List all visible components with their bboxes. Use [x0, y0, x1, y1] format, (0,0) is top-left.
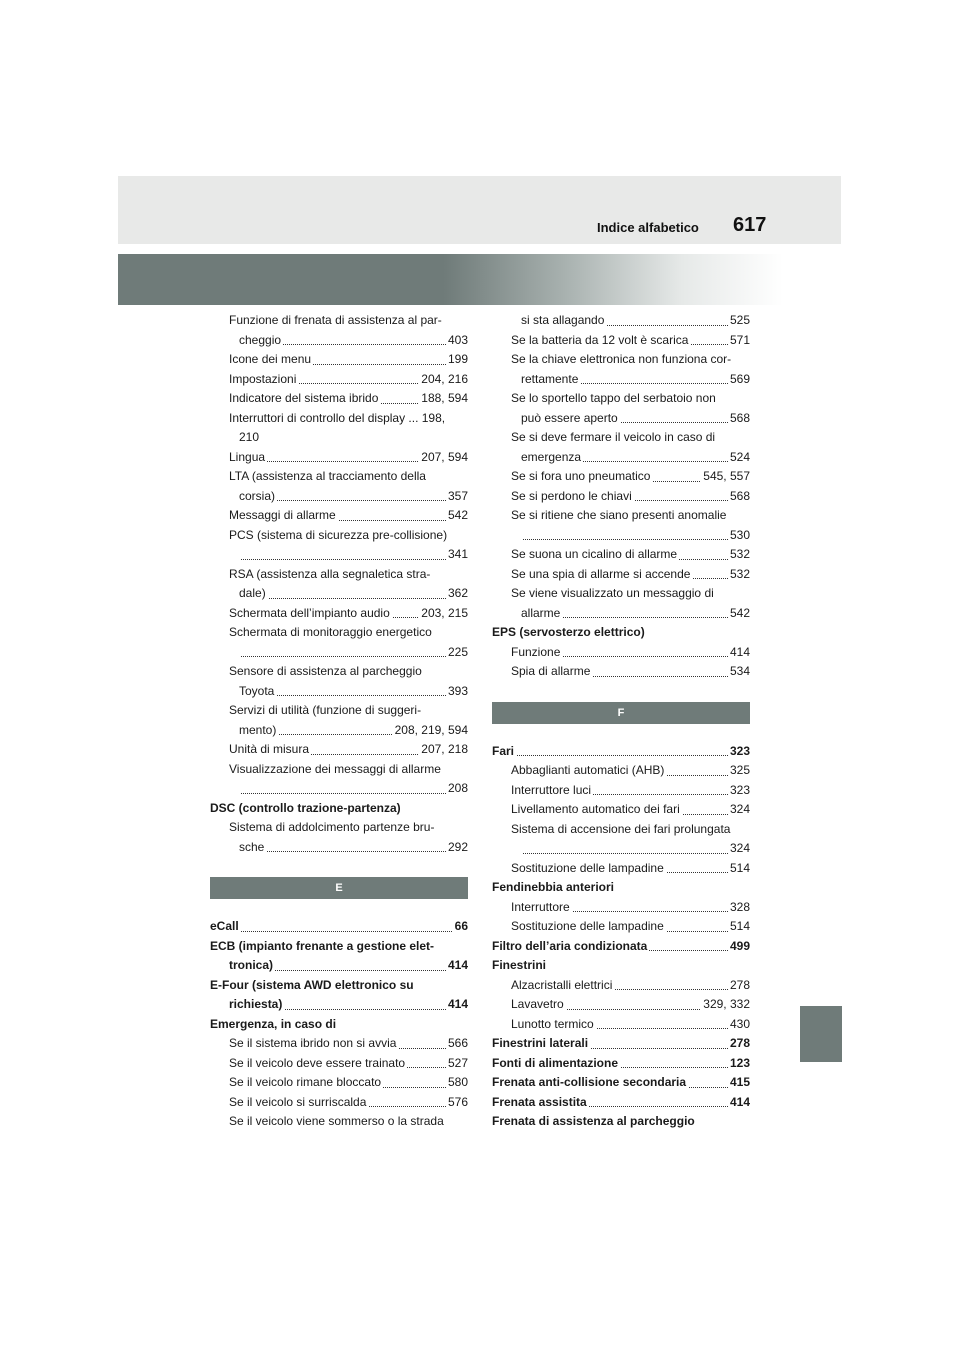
- index-term: cheggio: [239, 332, 282, 347]
- index-entry: [492, 643, 750, 663]
- index-term: Spia di allarme: [511, 664, 591, 678]
- index-entry: [210, 760, 468, 780]
- index-entry: [210, 799, 468, 819]
- index-term: Fonti di alimentazione: [492, 1055, 619, 1070]
- page-reference[interactable]: 325: [728, 761, 750, 781]
- index-entry: [210, 1015, 468, 1035]
- page-reference[interactable]: 532: [728, 545, 750, 565]
- page-reference[interactable]: 525: [728, 311, 750, 331]
- index-term: eCall: [210, 919, 239, 933]
- index-term: [239, 781, 241, 795]
- page-reference[interactable]: 545, 557: [701, 467, 750, 487]
- index-term: [239, 547, 241, 561]
- index-entry: [492, 389, 750, 409]
- index-entry: [492, 956, 750, 976]
- index-entry: [492, 937, 750, 957]
- page-reference[interactable]: 499: [728, 937, 750, 957]
- section-header: F: [492, 702, 750, 724]
- index-entry: [210, 937, 468, 957]
- index-term: Sostituzione delle lampadine: [511, 860, 664, 875]
- index-term: Se il veicolo rimane bloccato: [229, 1075, 382, 1089]
- index-entry: [492, 526, 750, 546]
- index-term: EPS (servosterzo elettrico): [492, 625, 645, 639]
- index-entry: [492, 545, 750, 565]
- index-term: Impostazioni: [229, 371, 297, 386]
- index-entry: [492, 662, 750, 682]
- index-entry: [210, 350, 468, 370]
- index-entry: [492, 428, 750, 448]
- index-entry: [210, 467, 468, 487]
- index-term: Filtro dell’aria condizionata: [492, 938, 648, 953]
- index-entry: [492, 584, 750, 604]
- index-term: Se viene visualizzato un messaggio di: [511, 586, 714, 600]
- index-term: Interruttore: [511, 899, 570, 914]
- index-entry: [210, 389, 468, 409]
- page-reference[interactable]: 208: [446, 779, 468, 799]
- index-entry: [210, 976, 468, 996]
- index-term: Indicatore del sistema ibrido: [229, 391, 379, 405]
- index-entry: [492, 623, 750, 643]
- index-term: Lunotto termico: [511, 1016, 594, 1031]
- page-reference[interactable]: 199: [446, 350, 468, 370]
- index-entry: [210, 623, 468, 643]
- index-entry: [210, 1073, 468, 1093]
- page-reference[interactable]: 207, 218: [419, 740, 468, 760]
- index-term: Funzione: [511, 644, 561, 659]
- index-term: LTA (assistenza al tracciamento della: [229, 469, 426, 483]
- index-term: Emergenza, in caso di: [210, 1016, 337, 1031]
- index-term: Frenata assistita: [492, 1094, 587, 1109]
- index-term: può essere aperto: [521, 410, 618, 425]
- index-entry: [492, 1015, 750, 1035]
- index-entry: [492, 859, 750, 879]
- index-term: Abbaglianti automatici (AHB): [511, 763, 665, 777]
- index-term: dale): [239, 586, 266, 600]
- index-term: Sistema di accensione dei fari prolungata: [511, 821, 731, 836]
- index-term: [521, 528, 523, 542]
- index-entry: [492, 898, 750, 918]
- index-entry: [210, 428, 468, 448]
- page-reference[interactable]: 414: [446, 956, 468, 976]
- chapter-tab: [800, 1006, 842, 1062]
- index-entry: [492, 1073, 750, 1093]
- page-reference[interactable]: 323: [728, 742, 750, 762]
- index-entry: [210, 995, 468, 1015]
- page-reference[interactable]: 323: [728, 781, 750, 801]
- page-reference[interactable]: 571: [728, 331, 750, 351]
- index-term: emergenza: [521, 449, 582, 464]
- page-reference[interactable]: 324: [728, 839, 750, 859]
- page-reference[interactable]: 329, 332: [701, 995, 750, 1015]
- page-reference[interactable]: 542: [728, 604, 750, 624]
- index-term: tronica): [229, 958, 274, 972]
- index-term: allarme: [521, 605, 561, 620]
- index-entry: [492, 409, 750, 429]
- page-reference[interactable]: 566: [446, 1034, 468, 1054]
- index-term: sche: [239, 839, 265, 854]
- index-entry: [492, 976, 750, 996]
- page-reference[interactable]: 414: [446, 995, 468, 1015]
- index-entry: [210, 682, 468, 702]
- page-reference[interactable]: 430: [728, 1015, 750, 1035]
- index-term: richiesta): [229, 997, 283, 1011]
- index-term: Funzione di frenata di assistenza al par-: [229, 313, 442, 327]
- index-entry: [492, 565, 750, 585]
- index-term: Toyota: [239, 683, 275, 698]
- index-entry: [492, 1054, 750, 1074]
- page-reference[interactable]: 527: [446, 1054, 468, 1074]
- index-entry: [492, 487, 750, 507]
- index-entry: [210, 604, 468, 624]
- index-term: Lavavetro: [511, 997, 564, 1011]
- index-term: ECB (impianto frenante a gestione elet-: [210, 938, 435, 953]
- page-reference[interactable]: 208, 219, 594: [393, 721, 468, 741]
- index-term: Se il sistema ibrido non si avvia: [229, 1036, 397, 1050]
- index-entry: [210, 506, 468, 526]
- page-reference[interactable]: 569: [728, 370, 750, 390]
- page-reference[interactable]: 324: [728, 800, 750, 820]
- index-term: Fendinebbia anteriori: [492, 880, 615, 894]
- index-entry: [210, 1054, 468, 1074]
- index-entry: [210, 487, 468, 507]
- page-reference[interactable]: 568: [728, 487, 750, 507]
- index-term: Servizi di utilità (funzione di suggeri-: [229, 703, 422, 717]
- index-entry: [492, 1112, 750, 1132]
- index-column-right: [492, 311, 750, 1132]
- page-reference[interactable]: 414: [728, 643, 750, 663]
- index-term: Messaggi di allarme: [229, 508, 336, 522]
- index-term: Interruttore luci: [511, 782, 592, 797]
- page-reference[interactable]: 66: [453, 917, 468, 937]
- page-reference[interactable]: 514: [728, 859, 750, 879]
- page-reference[interactable]: 278: [728, 1034, 750, 1054]
- index-entry: [492, 742, 750, 762]
- page-reference[interactable]: 278: [728, 976, 750, 996]
- index-entry: [210, 311, 468, 331]
- index-term: Sensore di assistenza al parcheggio: [229, 664, 422, 678]
- page-reference[interactable]: 225: [446, 643, 468, 663]
- page-reference[interactable]: 524: [728, 448, 750, 468]
- index-entry: [210, 584, 468, 604]
- index-entry: [210, 370, 468, 390]
- index-entry: [210, 331, 468, 351]
- page-reference[interactable]: 207, 594: [419, 448, 468, 468]
- index-entry: [210, 721, 468, 741]
- index-term: PCS (sistema di sicurezza pre-collisione): [229, 527, 448, 542]
- index-term: Interruttori di controllo del display ... 198,: [229, 410, 446, 425]
- index-term: si sta allagando: [521, 313, 605, 327]
- page-reference[interactable]: 534: [728, 662, 750, 682]
- index-entry: [210, 917, 468, 937]
- index-term: Visualizzazione dei messaggi di allarme: [229, 761, 441, 776]
- page-reference[interactable]: 292: [446, 838, 468, 858]
- page-reference[interactable]: 576: [446, 1093, 468, 1113]
- page-reference[interactable]: 403: [446, 331, 468, 351]
- index-term: [239, 645, 241, 659]
- index-entry: [210, 779, 468, 799]
- page-reference[interactable]: 123: [728, 1054, 750, 1074]
- index-term: Se si deve fermare il veicolo in caso di: [511, 430, 716, 444]
- index-term: Se il veicolo deve essere trainato: [229, 1055, 406, 1070]
- index-term: Se la chiave elettronica non funziona cor-: [511, 352, 732, 366]
- index-term: [521, 841, 523, 855]
- index-term: Se si fora uno pneumatico: [511, 469, 651, 483]
- index-term: Unità di misura: [229, 742, 310, 756]
- index-entry: [492, 820, 750, 840]
- index-column-left: [210, 311, 468, 1132]
- index-term: 210: [239, 430, 260, 444]
- index-entry: [492, 370, 750, 390]
- page-reference[interactable]: 204, 216: [419, 370, 468, 390]
- page-reference[interactable]: 532: [728, 565, 750, 585]
- index-term: corsia): [239, 488, 276, 503]
- index-entry: [492, 1093, 750, 1113]
- index-term: E-Four (sistema AWD elettronico su: [210, 977, 414, 992]
- index-term: Icone dei menu: [229, 352, 312, 366]
- index-term: Lingua: [229, 449, 266, 464]
- index-term: Se si perdono le chiavi: [511, 488, 632, 503]
- index-term: Se si ritiene che siano presenti anomalie: [511, 508, 727, 522]
- page-reference[interactable]: 514: [728, 917, 750, 937]
- index-entry: [492, 467, 750, 487]
- index-entry: [492, 761, 750, 781]
- index-term: Se la batteria da 12 volt è scarica: [511, 332, 689, 347]
- page-reference[interactable]: 580: [446, 1073, 468, 1093]
- index-entry: [492, 604, 750, 624]
- index-term: Finestrini: [492, 958, 547, 972]
- index-term: Se lo sportello tappo del serbatoio non: [511, 391, 716, 405]
- page-reference[interactable]: 568: [728, 409, 750, 429]
- gradient-banner: [118, 254, 841, 305]
- index-entry: [210, 545, 468, 565]
- index-entry: [492, 800, 750, 820]
- index-term: Frenata di assistenza al parcheggio: [492, 1114, 695, 1128]
- index-entry: [210, 1093, 468, 1113]
- page-number: 617: [733, 214, 767, 236]
- index-term: Fari: [492, 743, 515, 758]
- index-term: Livellamento automatico dei fari: [511, 802, 680, 816]
- page-title: Indice alfabetico: [597, 220, 699, 235]
- page-reference[interactable]: 362: [446, 584, 468, 604]
- index-term: Frenata anti-collisione secondaria: [492, 1075, 687, 1089]
- index-entry: [492, 350, 750, 370]
- index-entry: [210, 1034, 468, 1054]
- index-entry: [492, 331, 750, 351]
- index-term: Schermata dell’impianto audio: [229, 605, 390, 620]
- index-entry: [492, 917, 750, 937]
- index-term: Se il veicolo si surriscalda: [229, 1094, 367, 1109]
- index-entry: [492, 781, 750, 801]
- page-reference[interactable]: 203, 215: [419, 604, 468, 624]
- index-entry: [492, 878, 750, 898]
- index-term: Sistema di addolcimento partenze bru-: [229, 820, 435, 834]
- index-entry: [210, 740, 468, 760]
- section-header: E: [210, 877, 468, 899]
- index-entry: [210, 662, 468, 682]
- page-reference[interactable]: 357: [446, 487, 468, 507]
- index-term: mento): [239, 722, 277, 737]
- index-term: RSA (assistenza alla segnaletica stra-: [229, 566, 431, 581]
- page-reference[interactable]: 542: [446, 506, 468, 526]
- index-term: Schermata di monitoraggio energetico: [229, 625, 432, 639]
- index-entry: [492, 311, 750, 331]
- index-entry: [210, 956, 468, 976]
- index-entry: [210, 565, 468, 585]
- index-term: Se una spia di allarme si accende: [511, 566, 691, 581]
- index-entry: [210, 448, 468, 468]
- index-entry: [210, 838, 468, 858]
- page-reference[interactable]: 415: [728, 1073, 750, 1093]
- index-term: DSC (controllo trazione-partenza): [210, 800, 401, 815]
- index-term: rettamente: [521, 371, 579, 386]
- index-term: Finestrini laterali: [492, 1036, 589, 1050]
- index-entry: [210, 643, 468, 663]
- index-entry: [210, 818, 468, 838]
- index-entry: [492, 995, 750, 1015]
- index-term: Alzacristalli elettrici: [511, 977, 613, 992]
- index-entry: [492, 839, 750, 859]
- index-entry: [210, 526, 468, 546]
- index-entry: [492, 1034, 750, 1054]
- index-term: Se suona un cicalino di allarme: [511, 547, 678, 561]
- index-entry: [210, 1112, 468, 1132]
- page-reference[interactable]: 393: [446, 682, 468, 702]
- page-reference[interactable]: 188, 594: [419, 389, 468, 409]
- index-entry: [492, 506, 750, 526]
- page-reference[interactable]: 341: [446, 545, 468, 565]
- index-term: Se il veicolo viene sommerso o la strada: [229, 1114, 444, 1128]
- page-reference[interactable]: 414: [728, 1093, 750, 1113]
- index-entry: [492, 448, 750, 468]
- page-reference[interactable]: 328: [728, 898, 750, 918]
- index-term: Sostituzione delle lampadine: [511, 919, 664, 933]
- index-entry: [210, 701, 468, 721]
- page-reference[interactable]: 530: [728, 526, 750, 546]
- index-entry: [210, 409, 468, 429]
